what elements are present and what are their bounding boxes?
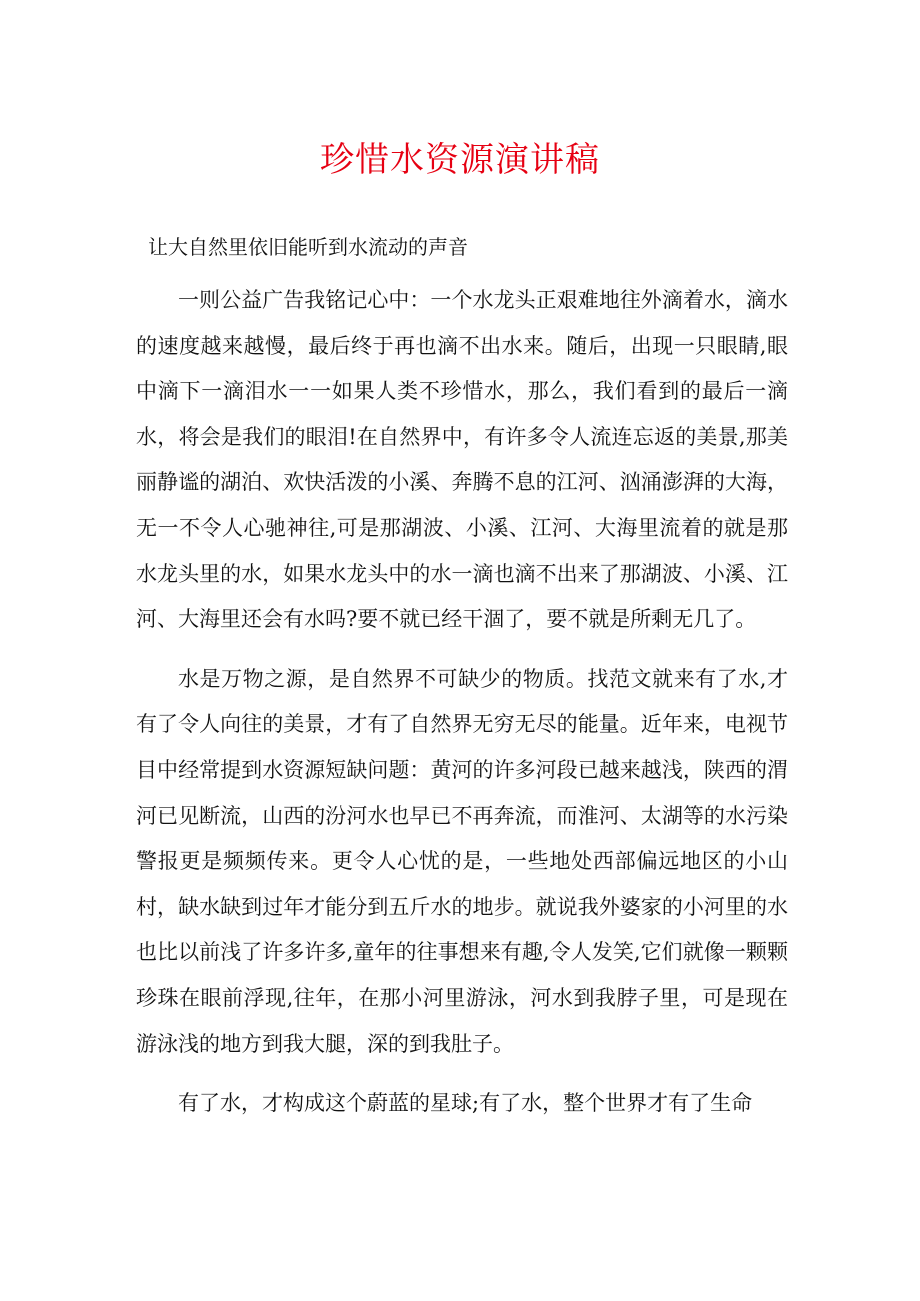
- paragraph: 水是万物之源，是自然界不可缺少的物质。找范文就来有了水,才有了令人向往的美景，才有了自然界无穷无尽的能量。近年来，电视节目中经常提到水资源短缺问题：黄河的许多河段已越来越浅，陕西的渭河已见断流，山西的汾河水也早已不再奔流，而淮河、太湖等的水污染警报更是频频传来。更令人心忧的是，一些地处西部偏远地区的小山村，缺水缺到过年才能分到五斤水的地步。就说我外婆家的小河里的水也比以前浅了许多许多,童年的往事想来有趣,令人发笑,它们就像一颗颗珍珠在眼前浮现,往年，在那小河里游泳，河水到我脖子里，可是现在游泳浅的地方到我大腿，深的到我肚子。: [136, 666, 788, 1056]
- document-subtitle: 让大自然里依旧能听到水流动的声音: [148, 235, 468, 259]
- document-title: 珍惜水资源演讲稿: [320, 140, 600, 180]
- document-body: [136, 278, 788, 1141]
- paragraph: 一则公益广告我铭记心中：一个水龙头正艰难地往外滴着水，滴水的速度越来越慢，最后终于再也滴不出水来。随后，出现一只眼睛,眼中滴下一滴泪水一一如果人类不珍惜水，那么，我们看到的最后一滴水，将会是我们的眼泪!在自然界中，有许多令人流连忘返的美景,那美丽静谧的湖泊、欢快活泼的小溪、奔腾不息的江河、汹涌澎湃的大海，无一不令人心驰神往,可是那湖波、小溪、江河、大海里流着的就是那水龙头里的水，如果水龙头中的水一滴也滴不出来了那湖波、小溪、江河、大海里还会有水吗?要不就已经干涸了，要不就是所剩无几了。: [136, 288, 788, 632]
- paragraph: 有了水，才构成这个蔚蓝的星球;有了水，整个世界才有了生命: [178, 1091, 753, 1116]
